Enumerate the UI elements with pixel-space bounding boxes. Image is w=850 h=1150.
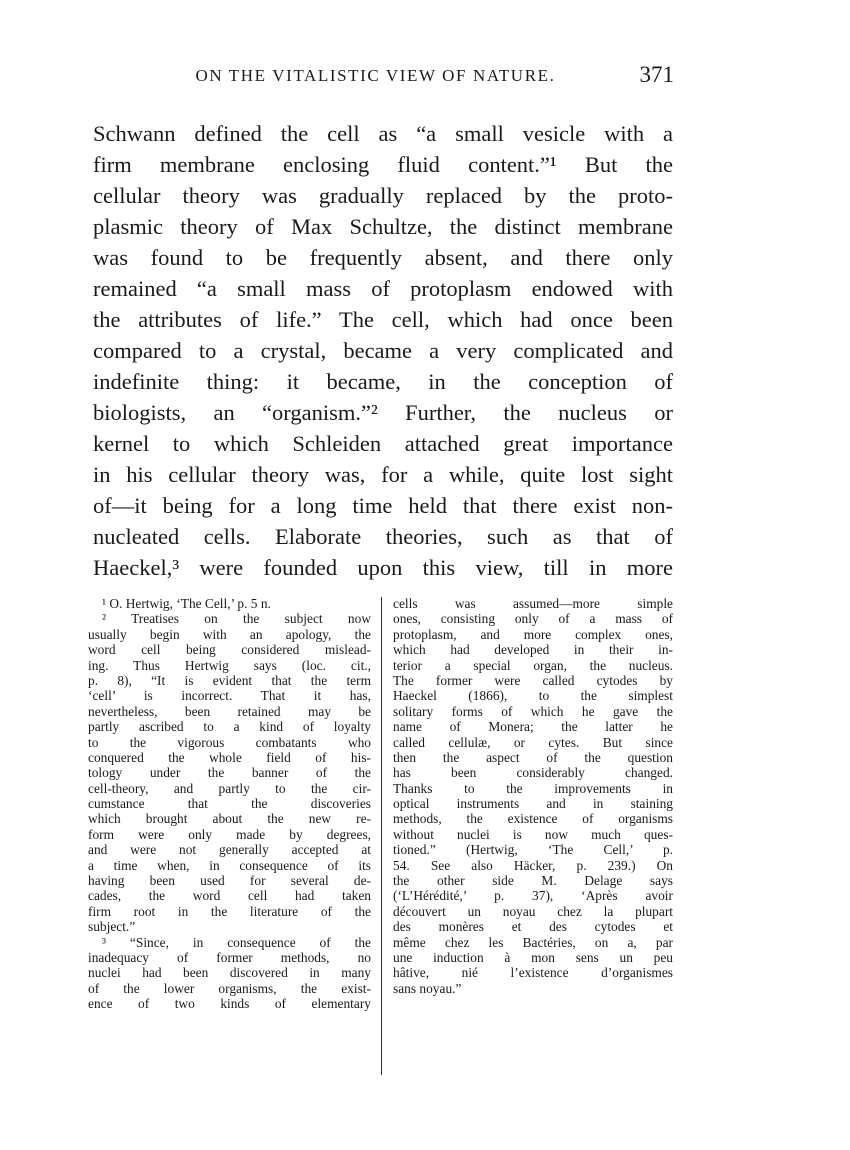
footnote-2-line: a time when, in consequence of its (88, 857, 371, 873)
body-line: biologists, an “organism.”² Further, the nucleus or (93, 400, 673, 425)
footnote-3-line: has been considerably changed. (393, 765, 673, 781)
footnote-2-line: word cell being considered mislead- (88, 642, 371, 658)
footnote-3-line: protoplasm, and more complex ones, (393, 626, 673, 642)
footnote-3-line: optical instruments and in staining (393, 796, 673, 812)
footnote-3-line: des monères et des cytodes et (393, 919, 673, 935)
footnote-3-line: sans noyau.” (393, 980, 462, 996)
footnote-2-line: which brought about the new re- (88, 811, 371, 827)
body-line: was found to be frequently absent, and there only (93, 245, 673, 270)
body-line: the attributes of life.” The cell, which had once been (93, 307, 673, 332)
body-line: compared to a crystal, became a very complicated and (93, 338, 673, 363)
footnote-3-line: methods, the existence of organisms (393, 811, 673, 827)
body-line: firm membrane enclosing fluid content.”¹ But the (93, 152, 673, 177)
footnote-3-line: then the aspect of the question (393, 749, 673, 765)
footnote-3-line: tioned.” (Hertwig, ‘The Cell,’ p. (393, 842, 673, 858)
footnote-2-line: tology under the banner of the (88, 765, 371, 781)
footnotes-right-column (393, 596, 673, 996)
footnote-2-line: ing. Thus Hertwig says (loc. cit., (88, 657, 371, 673)
footnote-2-line: cell-theory, and partly to the cir- (88, 780, 371, 796)
body-line: cellular theory was gradually replaced by the proto- (93, 183, 673, 208)
footnote-3-line: même chez les Bactéries, on a, par (393, 934, 673, 950)
footnotes-left-column (88, 596, 371, 1012)
footnote-2-line: firm root in the literature of the (88, 903, 371, 919)
footnote-2-line: having been used for several de- (88, 873, 371, 889)
body-line: nucleated cells. Elaborate theories, such as that of (93, 524, 673, 549)
footnote-1: ¹ O. Hertwig, ‘The Cell,’ p. 5 n. (102, 596, 271, 611)
footnote-2-line: p. 8), “It is evident that the term (88, 672, 371, 688)
footnote-3-line: terior a special organ, the nucleus. (393, 657, 673, 673)
footnote-2-line: cades, the word cell had taken (88, 888, 371, 904)
body-line: of—it being for a long time held that there exist non- (93, 493, 673, 518)
footnote-3-line: of the lower organisms, the exist- (88, 980, 371, 996)
footnote-3-line: solitary forms of which he gave the (393, 703, 673, 719)
footnote-3-line: Thanks to the improvements in (393, 780, 673, 796)
footnote-3-line: cells was assumed—more simple (393, 596, 673, 611)
footnote-3-line: inadequacy of former methods, no (88, 949, 371, 965)
page-number: 371 (639, 62, 674, 87)
footnote-2-line: conquered the whole field of his- (88, 749, 371, 765)
body-line: remained “a small mass of protoplasm endowed with (93, 276, 673, 301)
footnote-2-line: partly ascribed to a kind of loyalty (88, 719, 371, 735)
running-title: ON THE VITALISTIC VIEW OF NATURE. (195, 66, 556, 85)
footnote-3-line: 54. See also Häcker, p. 239.) On (393, 857, 673, 873)
footnote-3-line: hâtive, nié l’existence d’organismes (393, 965, 673, 981)
body-line: Schwann defined the cell as “a small vesicle with a (93, 121, 673, 146)
footnote-3-line: ³ “Since, in consequence of the (102, 934, 371, 950)
body-line: plasmic theory of Max Schultze, the distinct membrane (93, 214, 673, 239)
footnote-3-line: ence of two kinds of elementary (88, 996, 371, 1012)
body-line: Haeckel,³ were founded upon this view, till in more (93, 555, 673, 580)
footnote-2-line: nevertheless, been retained may be (88, 703, 371, 719)
footnote-3-line: nuclei had been discovered in many (88, 965, 371, 981)
body-line: indefinite thing: it became, in the conception of (93, 369, 673, 394)
footnote-3-line: without nuclei is now much ques- (393, 826, 673, 842)
footnote-3-line: (‘L’Hérédité,’ p. 37), ‘Après avoir (393, 888, 673, 904)
footnote-2-line: ‘cell’ is incorrect. That it has, (88, 688, 371, 704)
body-line: in his cellular theory was, for a while, quite lost sight (93, 462, 673, 487)
footnote-3-line: découvert un noyau chez la plupart (393, 903, 673, 919)
footnote-3-line: The former were called cytodes by (393, 672, 673, 688)
body-line: kernel to which Schleiden attached great importance (93, 431, 673, 456)
footnote-2-line: form were only made by degrees, (88, 826, 371, 842)
footnote-3-line: the other side M. Delage says (393, 873, 673, 889)
footnote-2-line: to the vigorous combatants who (88, 734, 371, 750)
footnote-3-line: name of Monera; the latter he (393, 719, 673, 735)
footnote-2-line: ² Treatises on the subject now (102, 611, 371, 627)
footnote-3-line: une induction à mon sens un peu (393, 949, 673, 965)
footnote-3-line: which had developed in their in- (393, 642, 673, 658)
column-divider (381, 597, 382, 1075)
footnote-3-line: Haeckel (1866), to the simplest (393, 688, 673, 704)
footnote-3-line: called cellulæ, or cytes. But since (393, 734, 673, 750)
footnote-2-line: subject.” (88, 919, 136, 935)
footnote-2-line: usually begin with an apology, the (88, 626, 371, 642)
footnote-3-line: ones, consisting only of a mass of (393, 611, 673, 627)
main-text (93, 118, 673, 583)
footnote-2-line: and were not generally accepted at (88, 842, 371, 858)
footnote-2-line: cumstance that the discoveries (88, 796, 371, 812)
